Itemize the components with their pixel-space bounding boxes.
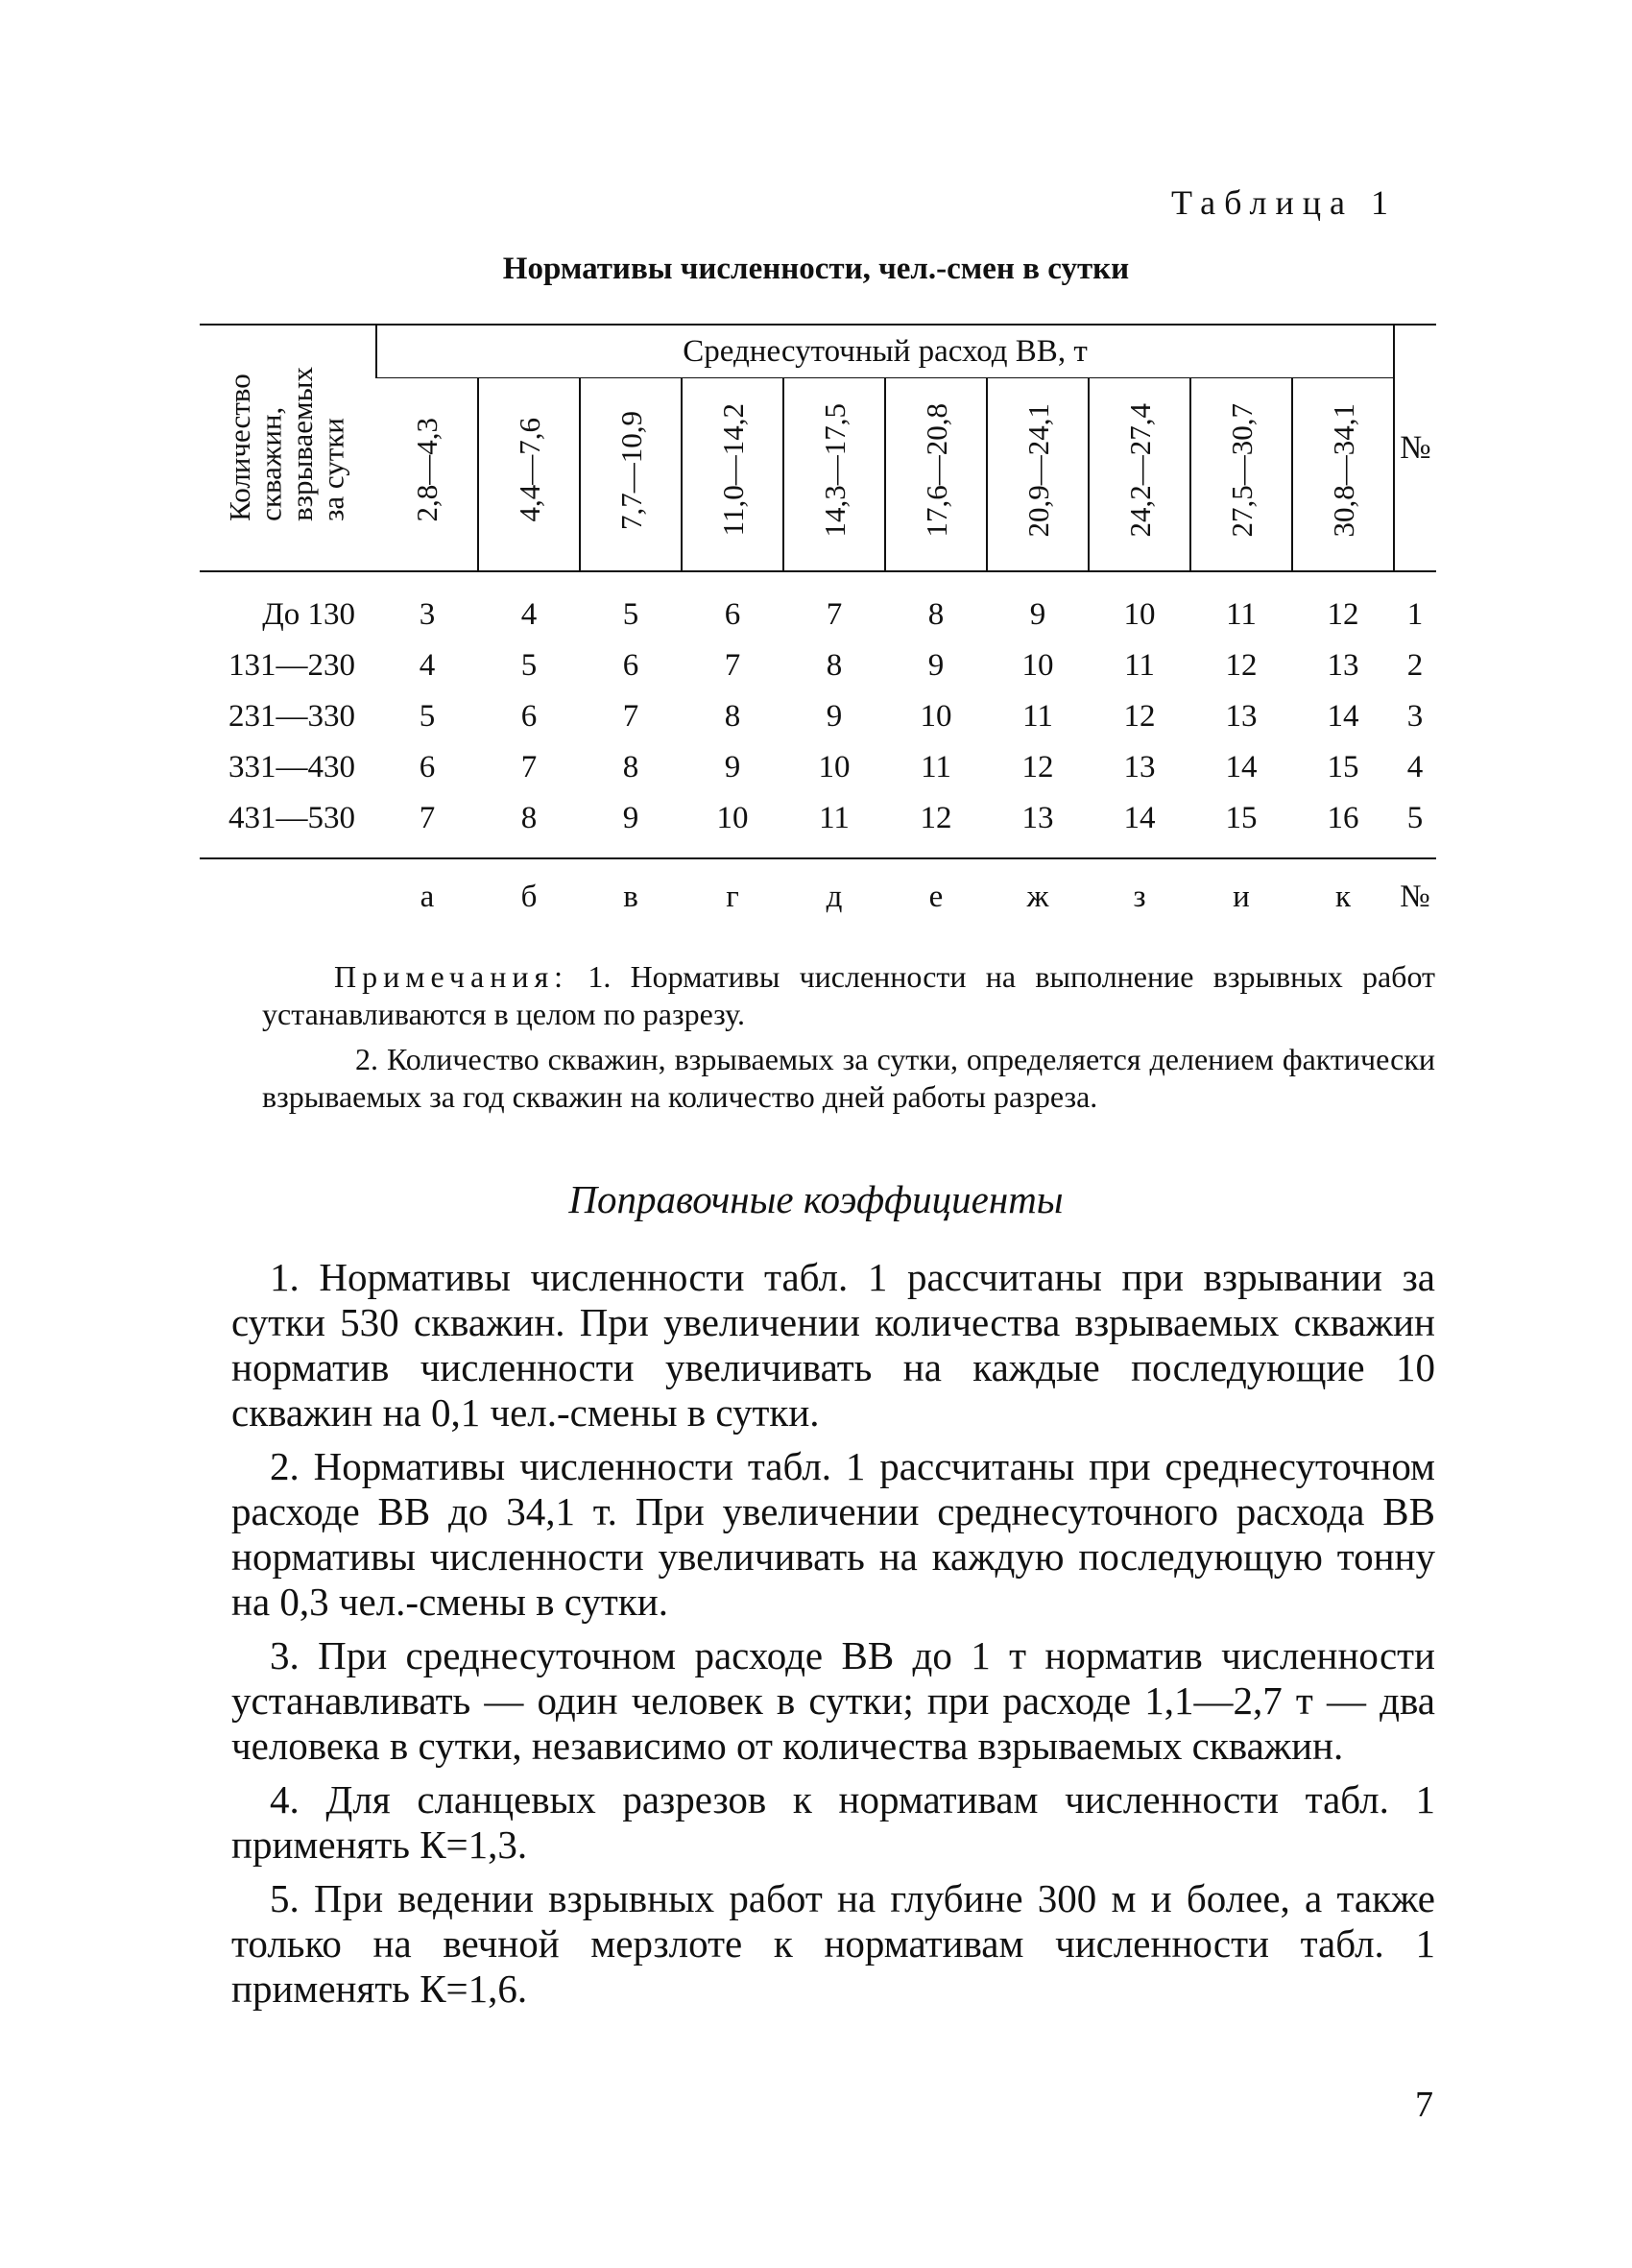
row-label: 131—230	[228, 648, 355, 683]
table-cell: 7	[724, 648, 741, 683]
column-letters-row	[200, 858, 1436, 934]
column-letter: в	[623, 879, 638, 914]
table-cell: 8	[927, 597, 945, 632]
footer-num-sign: №	[1400, 879, 1430, 914]
table-row	[200, 793, 1436, 858]
table-row	[200, 691, 1436, 742]
table-cell: 5	[622, 597, 639, 632]
table-cell: 9	[826, 699, 843, 734]
column-letter: е	[928, 879, 944, 914]
table-cell: 8	[826, 648, 843, 683]
table-cell: 12	[885, 793, 987, 858]
row-number: 5	[1394, 793, 1436, 858]
table-cell: 11	[1022, 699, 1053, 734]
paragraph: 4. Для сланцевых разрезов к нормативам численности табл. 1 применять К=1,3.	[231, 1777, 1435, 1867]
table-cell: 10	[682, 793, 783, 858]
table-cell: 7	[520, 750, 538, 784]
table-cell: 14	[1327, 699, 1359, 734]
column-letter: к	[1334, 879, 1352, 914]
range-header: 2,8—4,3	[376, 378, 478, 572]
empty-cell	[200, 858, 376, 934]
column-letter: з	[1133, 879, 1146, 914]
table-cell: 6	[724, 597, 741, 632]
range-header: 30,8—34,1	[1292, 378, 1394, 572]
table-cell: 11	[921, 750, 951, 784]
table-cell: 8	[724, 699, 741, 734]
table-cell: 12	[1225, 648, 1258, 683]
table-cell: 13	[987, 793, 1089, 858]
range-header: 4,4—7,6	[478, 378, 580, 572]
row-number: 4	[1406, 750, 1424, 784]
column-letter: а	[420, 879, 435, 914]
table-cell: 13	[1123, 750, 1156, 784]
paragraph: 3. При среднесуточном расходе ВВ до 1 т норматив численности устанавливать — один человек в сутки; при расходе 1,1—2,7 т — два человека в сутки, независимо от количества взрываемых скважин.	[231, 1633, 1435, 1768]
table-cell: 11	[1226, 597, 1257, 632]
table-cell: 10	[1021, 648, 1054, 683]
column-letter: г	[726, 879, 739, 914]
table-row	[200, 742, 1436, 793]
table-cell: 16	[1292, 793, 1394, 858]
num-header: №	[1394, 325, 1436, 571]
group-header: Среднесуточный расход ВВ, т	[376, 325, 1394, 378]
table-cell: 14	[1089, 793, 1190, 858]
table-cell: 14	[1225, 750, 1258, 784]
column-letter: и	[1233, 879, 1250, 914]
range-header: 17,6—20,8	[885, 378, 987, 572]
table-cell: 6	[622, 648, 639, 683]
table-cell: 10	[920, 699, 952, 734]
table-cell: 4	[419, 648, 436, 683]
table-cell: 7	[826, 597, 843, 632]
column-letter: б	[520, 879, 538, 914]
row-label: До 130	[262, 597, 355, 632]
row-number: 1	[1406, 597, 1424, 632]
paragraph: 5. При ведении взрывных работ на глубине 300 м и более, а также только на вечной мерзлоте к нормативам численности табл. 1 применять К=1,6.	[231, 1876, 1435, 2011]
norms-table	[200, 324, 1436, 934]
table-cell: 9	[1029, 597, 1046, 632]
row-label: 431—530	[200, 793, 376, 858]
range-header: 20,9—24,1	[987, 378, 1089, 572]
range-header: 27,5—30,7	[1190, 378, 1292, 572]
note-1: Примечания: 1. Нормативы численности на выполнение взрывных работ устанавливаются в целом по разрезу.	[262, 959, 1436, 1031]
table-cell: 15	[1190, 793, 1292, 858]
table-notes	[262, 958, 1435, 1116]
paragraph: 2. Нормативы численности табл. 1 рассчитаны при среднесуточном расходе ВВ до 34,1 т. При увеличении среднесуточного расхода ВВ нормативы численности увеличивать на каждую последующую тонну на 0,3 чел.-смены в сутки.	[231, 1444, 1435, 1624]
table-cell: 9	[580, 793, 682, 858]
table-cell: 10	[818, 750, 851, 784]
page-number: 7	[1415, 2085, 1433, 2125]
note-2: 2. Количество скважин, взрываемых за сутки, определяется делением фактически взрываемых за год скважин на количество дней работы разреза.	[262, 1042, 1435, 1114]
table-row	[200, 640, 1436, 691]
section-title: Поправочные коэффициенты	[568, 1177, 1064, 1221]
row-header-text: Количество скважин, взрываемых за сутки	[223, 366, 351, 521]
range-header: 7,7—10,9	[580, 378, 682, 572]
table-cell: 12	[1021, 750, 1054, 784]
table-cell: 3	[419, 597, 436, 632]
table-cell: 13	[1327, 648, 1359, 683]
table-row	[200, 571, 1436, 640]
row-number: 2	[1406, 648, 1424, 683]
table-cell: 12	[1327, 597, 1359, 632]
range-header: 14,3—17,5	[783, 378, 885, 572]
table-cell: 9	[927, 648, 945, 683]
table-label: Таблица 1	[1171, 183, 1397, 222]
row-number: 3	[1406, 699, 1424, 734]
table-cell: 15	[1327, 750, 1359, 784]
body-text	[231, 1255, 1435, 2020]
table-cell: 11	[783, 793, 885, 858]
notes-prefix: Примечания:	[334, 959, 569, 994]
row-label: 331—430	[228, 750, 355, 784]
table-title: Нормативы численности, чел.-смен в сутки	[502, 252, 1130, 286]
table-cell: 6	[520, 699, 538, 734]
table-cell: 7	[622, 699, 639, 734]
table-cell: 13	[1225, 699, 1258, 734]
table-cell: 4	[520, 597, 538, 632]
table-cell: 7	[376, 793, 478, 858]
range-header: 11,0—14,2	[682, 378, 783, 572]
table-cell: 11	[1124, 648, 1155, 683]
column-letter: ж	[1026, 879, 1049, 914]
table-cell: 10	[1123, 597, 1156, 632]
column-letter: д	[826, 879, 843, 914]
table-cell: 9	[724, 750, 741, 784]
paragraph: 1. Нормативы численности табл. 1 рассчитаны при взрывании за сутки 530 скважин. При увеличении количества взрываемых скважин норматив численности увеличивать на каждые последующие 10 скважин на 0,1 чел.-смены в сутки.	[231, 1255, 1435, 1435]
table-cell: 8	[478, 793, 580, 858]
table-cell: 8	[622, 750, 639, 784]
row-header	[200, 325, 376, 571]
table-cell: 12	[1123, 699, 1156, 734]
table-cell: 5	[520, 648, 538, 683]
range-header: 24,2—27,4	[1089, 378, 1190, 572]
row-label: 231—330	[228, 699, 355, 734]
table-cell: 6	[419, 750, 436, 784]
table-cell: 5	[419, 699, 436, 734]
